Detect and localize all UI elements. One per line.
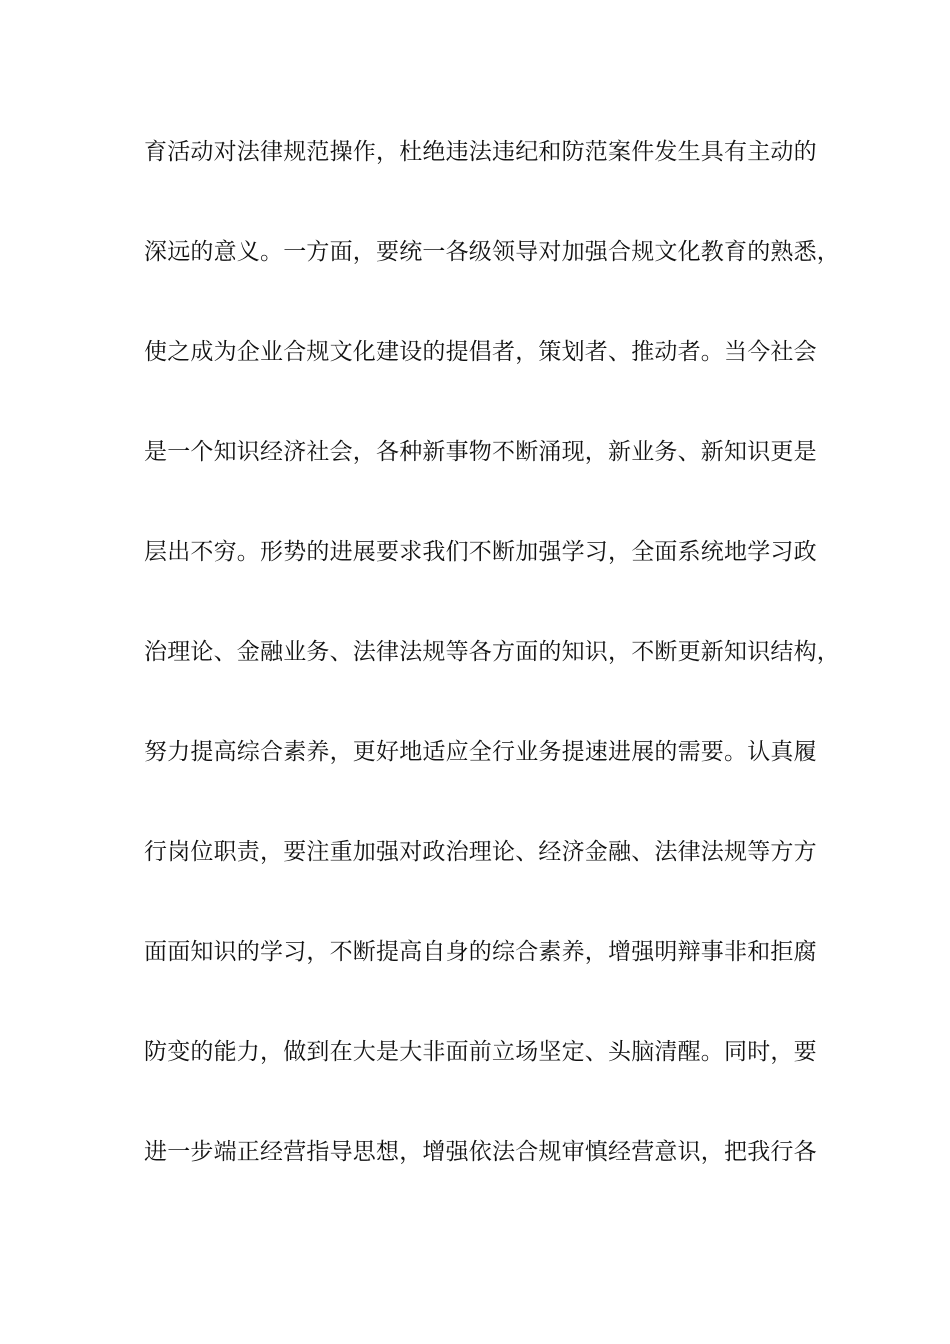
- body-text: [144, 130, 840, 1230]
- text-line: 防变的能力，做到在大是大非面前立场坚定、头脑清醒。同时，要: [144, 1039, 817, 1065]
- text-line: 育活动对法律规范操作，杜绝违法违纪和防范案件发生具有主动的: [144, 139, 817, 165]
- text-line: 进一步端正经营指导思想，增强依法合规审慎经营意识，把我行各: [144, 1139, 817, 1165]
- text-line: 是一个知识经济社会，各种新事物不断涌现，新业务、新知识更是: [144, 439, 817, 465]
- text-line: 行岗位职责，要注重加强对政治理论、经济金融、法律法规等方方: [144, 839, 817, 865]
- text-line: 层出不穷。形势的进展要求我们不断加强学习，全面系统地学习政: [144, 539, 817, 565]
- text-line: 努力提高综合素养，更好地适应全行业务提速进展的需要。认真履: [144, 739, 817, 765]
- text-line: 面面知识的学习，不断提高自身的综合素养，增强明辩事非和拒腐: [144, 939, 817, 965]
- text-line: 治理论、金融业务、法律法规等各方面的知识，不断更新知识结构，: [144, 639, 840, 665]
- text-line: 深远的意义。一方面，要统一各级领导对加强合规文化教育的熟悉，: [144, 239, 840, 265]
- text-line: 使之成为企业合规文化建设的提倡者，策划者、推动者。当今社会: [144, 339, 817, 365]
